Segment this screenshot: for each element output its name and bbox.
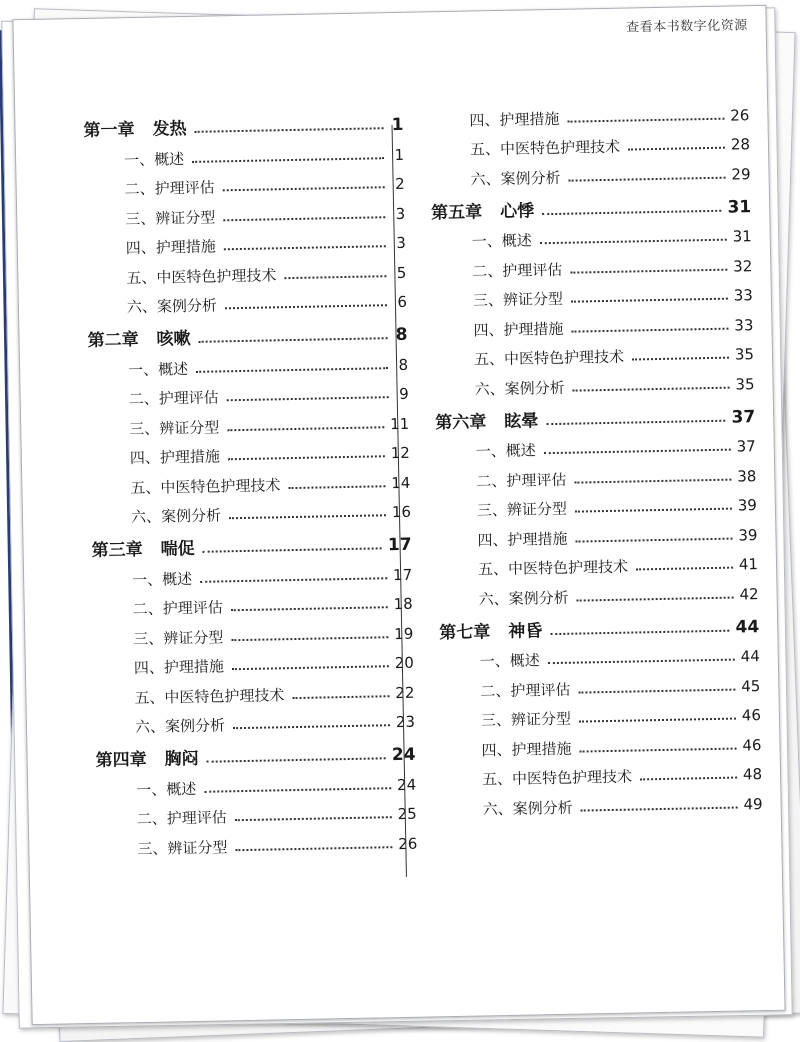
leader-dots [540, 239, 727, 245]
leader-dots [231, 606, 388, 611]
chapter-number: 第四章 [95, 749, 147, 771]
section-title: 一、概述 [471, 231, 532, 251]
section-title: 四、护理措施 [473, 319, 564, 340]
section-title: 五、中医特色护理技术 [126, 265, 277, 287]
leader-dots [235, 816, 392, 821]
leader-dots [628, 147, 725, 151]
page-number: 16 [391, 502, 412, 522]
page-number: 31 [727, 196, 752, 218]
chapter-number: 第一章 [83, 120, 135, 141]
leader-dots [576, 537, 733, 542]
chapter-title: 咳嗽 [156, 328, 191, 350]
section-title: 二、护理评估 [472, 260, 563, 281]
section-title: 四、护理措施 [129, 447, 221, 468]
leader-dots [207, 757, 386, 762]
leader-dots [204, 787, 391, 793]
chapter-title: 胸闷 [164, 748, 199, 770]
page-number: 8 [398, 355, 409, 374]
chapter-title: 喘促 [160, 538, 195, 560]
leader-dots [542, 209, 721, 214]
section-title: 二、护理评估 [132, 598, 223, 619]
section-title: 四、护理措施 [133, 657, 225, 678]
leader-dots [544, 449, 731, 455]
section-title: 二、护理评估 [136, 808, 227, 829]
page-number: 19 [394, 624, 414, 643]
leader-dots [223, 216, 385, 221]
page-number: 24 [391, 744, 416, 766]
leader-dots [574, 478, 731, 483]
chapter-title: 发热 [152, 119, 187, 140]
page-number: 44 [740, 647, 760, 666]
page-number: 37 [731, 406, 756, 428]
chapter-label [83, 120, 186, 140]
leader-dots [550, 629, 729, 634]
page-number: 23 [395, 712, 416, 732]
page-number: 35 [735, 374, 755, 394]
section-title: 四、护理措施 [469, 109, 560, 130]
chapter-number: 第二章 [87, 329, 139, 351]
page-number: 33 [733, 286, 754, 305]
page-number: 2 [394, 174, 405, 194]
page-number: 3 [396, 233, 406, 253]
page-number: 39 [738, 525, 758, 544]
leader-dots [577, 596, 734, 601]
section-title: 三、辨证分型 [125, 207, 216, 228]
page-number: 35 [734, 345, 755, 364]
page-number: 18 [393, 594, 413, 614]
leader-dots [579, 718, 736, 723]
section-title: 一、概述 [123, 149, 185, 169]
toc-page [12, 5, 785, 1025]
section-title: 五、中医特色护理技术 [481, 767, 633, 789]
chapter-label [435, 412, 538, 432]
leader-dots [548, 659, 735, 665]
leader-dots [284, 275, 386, 279]
leader-dots [232, 665, 389, 670]
toc-section-entry[interactable] [97, 823, 418, 859]
page-number: 24 [396, 775, 417, 794]
chapter-label [431, 202, 534, 222]
leader-dots [200, 577, 387, 583]
section-title: 三、辨证分型 [476, 499, 568, 520]
chapter-label [95, 750, 198, 770]
toc-section-entry[interactable] [442, 783, 763, 819]
section-title: 五、中医特色护理技术 [477, 557, 629, 579]
section-title: 三、辨证分型 [137, 837, 228, 858]
leader-dots [223, 186, 385, 191]
section-title: 一、概述 [475, 441, 536, 461]
leader-dots [546, 419, 725, 424]
leader-dots [199, 337, 388, 343]
leader-dots [578, 688, 735, 693]
page-number: 29 [731, 164, 751, 184]
page-number: 1 [394, 145, 405, 164]
section-title: 三、辨证分型 [129, 417, 220, 438]
page-number: 17 [392, 565, 413, 584]
leader-dots [567, 117, 724, 122]
page-number: 8 [395, 324, 408, 346]
page-number: 11 [389, 414, 410, 433]
page-number: 31 [732, 227, 752, 246]
leader-dots [573, 386, 730, 391]
page-number: 48 [742, 765, 763, 784]
page-number: 46 [741, 706, 762, 725]
chapter-number: 第六章 [435, 411, 487, 433]
leader-dots [632, 357, 729, 361]
leader-dots [640, 777, 737, 781]
page-number: 1 [391, 114, 404, 136]
leader-dots [580, 747, 737, 752]
leader-dots [227, 396, 389, 401]
chapter-title: 心悸 [500, 200, 535, 222]
page-number: 22 [395, 683, 415, 702]
leader-dots [233, 724, 390, 729]
toc-right-column [429, 94, 763, 819]
page-number: 9 [398, 384, 409, 403]
leader-dots [292, 695, 389, 699]
section-title: 五、中医特色护理技术 [469, 137, 621, 159]
section-title: 二、护理评估 [476, 470, 567, 491]
leader-dots [571, 327, 728, 332]
section-title: 一、概述 [127, 359, 189, 379]
leader-dots [203, 547, 382, 552]
page-number: 39 [737, 496, 758, 515]
page-number: 45 [741, 676, 761, 695]
page-number: 46 [742, 735, 762, 754]
page-number: 17 [387, 534, 412, 556]
section-title: 五、中医特色护理技术 [130, 475, 281, 497]
section-title: 六、案例分析 [474, 378, 565, 399]
leader-dots [571, 298, 728, 303]
leader-dots [224, 245, 386, 250]
section-title: 三、辨证分型 [133, 627, 224, 648]
section-title: 二、护理评估 [124, 178, 215, 199]
chapter-number: 第七章 [439, 621, 491, 643]
section-title: 六、案例分析 [134, 716, 226, 737]
page-number: 12 [390, 443, 410, 463]
page-number: 44 [735, 616, 760, 638]
page-number: 37 [736, 437, 756, 456]
leader-dots [231, 636, 388, 641]
leader-dots [235, 846, 392, 851]
page-number: 42 [739, 584, 759, 603]
page-number: 32 [733, 256, 753, 276]
leader-dots [196, 367, 388, 373]
page-number: 6 [397, 292, 408, 311]
section-title: 一、概述 [136, 779, 197, 799]
section-title: 四、护理措施 [477, 529, 568, 549]
leader-dots [581, 806, 738, 811]
section-title: 四、护理措施 [125, 237, 216, 258]
section-title: 五、中医特色护理技术 [134, 685, 285, 707]
section-title: 三、辨证分型 [472, 289, 564, 310]
page-number: 20 [394, 653, 415, 673]
leader-dots [288, 485, 385, 489]
section-title: 四、护理措施 [481, 739, 572, 759]
leader-dots [569, 176, 726, 181]
leader-dots [192, 157, 384, 163]
section-title: 二、护理评估 [480, 680, 571, 700]
section-title: 六、案例分析 [470, 168, 561, 189]
section-title: 六、案例分析 [126, 296, 218, 317]
page-number: 33 [734, 315, 754, 335]
page-number: 5 [396, 263, 407, 282]
leader-dots [225, 304, 387, 309]
chapter-title: 眩晕 [504, 410, 539, 432]
leader-dots [227, 426, 384, 431]
section-title: 一、概述 [479, 651, 541, 671]
section-title: 五、中医特色护理技术 [473, 347, 625, 369]
leader-dots [575, 508, 732, 513]
section-title: 六、案例分析 [478, 588, 569, 608]
section-title: 三、辨证分型 [480, 709, 572, 730]
page-number: 14 [391, 473, 411, 492]
chapter-label [87, 330, 190, 350]
toc-left-column [83, 101, 417, 859]
section-title: 一、概述 [132, 569, 193, 589]
chapter-label [91, 540, 194, 560]
chapter-label [439, 622, 542, 642]
page-number: 26 [398, 834, 418, 853]
leader-dots [229, 514, 386, 519]
section-title: 六、案例分析 [130, 506, 222, 527]
page-number: 28 [730, 135, 751, 154]
section-title: 六、案例分析 [482, 798, 573, 818]
digital-resources-link[interactable]: 查看本书数字化资源 [626, 18, 748, 36]
page-number: 3 [395, 204, 406, 223]
chapter-number: 第五章 [431, 201, 483, 223]
chapter-number: 第三章 [91, 539, 143, 561]
section-title: 二、护理评估 [128, 388, 219, 409]
page-number: 38 [737, 466, 757, 485]
chapter-title: 神昏 [508, 620, 543, 642]
page-number: 41 [738, 555, 759, 574]
leader-dots [195, 127, 384, 133]
leader-dots [636, 567, 733, 571]
leader-dots [570, 268, 727, 273]
page-number: 49 [743, 794, 763, 813]
page-number: 25 [397, 804, 417, 824]
leader-dots [228, 455, 385, 460]
page-number: 26 [730, 105, 750, 125]
